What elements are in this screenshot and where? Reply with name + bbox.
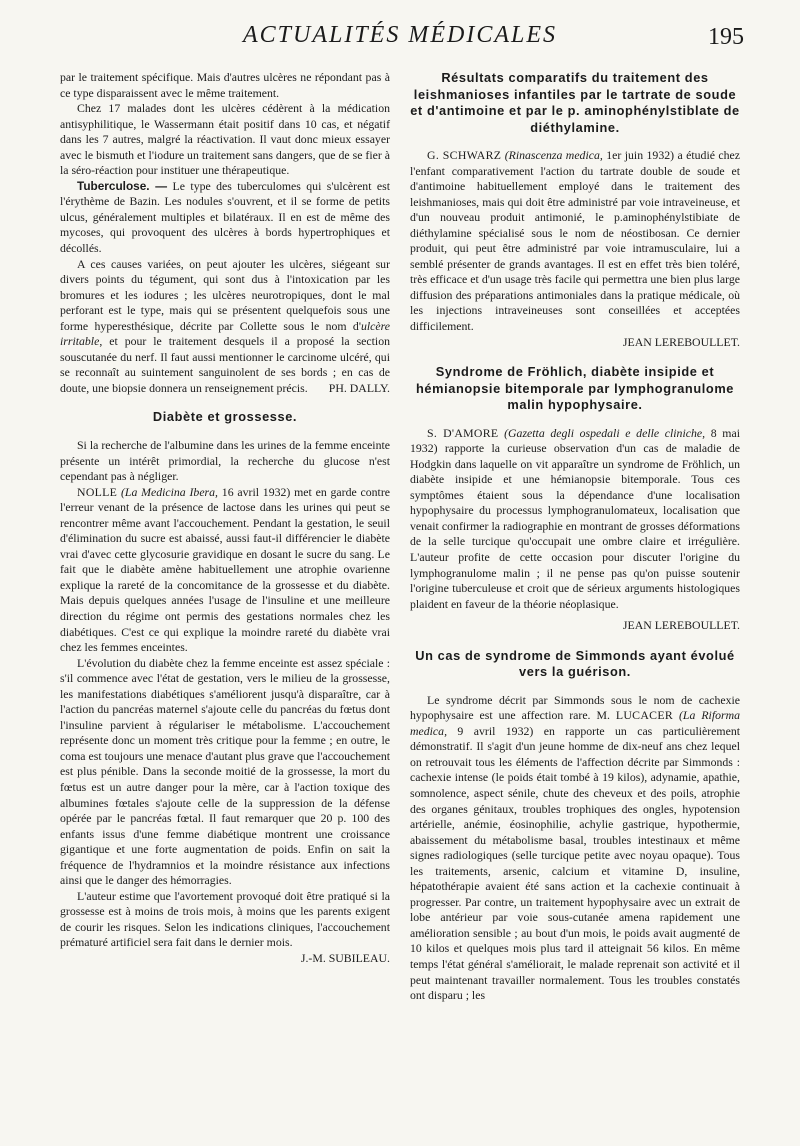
author-signature: JEAN LEREBOULLET. — [622, 618, 740, 633]
paragraph: Chez 17 malades dont les ulcères cédèrent à la médication antisyphilitique, le Wassermann était positif dans 10 cas, et négatif dans les 7 autres, malgré la réactivation. Il vaut donc mieux essayer avec le bismuth et l'iodure un traitement sans dangers, que de se fier à la séro-réaction pour instituer une thérapeutique. — [60, 101, 390, 178]
page-number: 195 — [708, 24, 744, 50]
section-title: Syndrome de Fröhlich, diabète insipide et hémianopsie bitemporale par lymphogranulome malin hypophysaire. — [415, 364, 735, 413]
section-title: Résultats comparatifs du traitement des leishmanioses infantiles par le tartrate de soude et d'antimoine et par le p. aminophénylstiblate de diéthylamine. — [410, 70, 740, 135]
source-citation: (Gazetta degli ospedali e delle cliniche, — [504, 425, 706, 440]
paragraph: L'évolution du diabète chez la femme enceinte est assez spéciale : s'il commence avec l'état de gestation, vers le milieu de la grossesse, les manifestations diabétiques s'améliorent jusqu'à disparaître, car à l'action du pancréas maternel s'ajoute celle du pancréas du fœtus dont l'insuline parvient à régulariser le métabolisme. L'accouchement représente donc un moment très critique pour la femme ; en outre, le coma est toujours une menace d'autant plus grave que l'accouchement est plus pénible. Dans la seconde moitié de la grossesse, la mort du fœtus est un autre danger pour la mère, car à l'action toxique des albumines fœtales s'ajoute celle de la suppression de la défense opérée par le pancréas fœtal. Il faut remarquer que 20 p. 100 des enfants issus d'une femme diabétique montrent une croissance gigantique et une forte augmentation de poids. Enfin on sait la fréquence de l'hydramnios et la moindre résistance aux infections ainsi que le danger des hémorragies. — [60, 655, 390, 888]
paragraph-schwarz — [410, 148, 740, 335]
author-signature: JEAN LEREBOULLET. — [622, 334, 740, 349]
paragraph-text: L'auteur estime que l'avortement provoqué doit être pratiqué si la grossesse est à moins de trois mois, à moins que les parents exigent de courir les risques. Selon les indications cliniques, l'accouchement prématuré artificiel sera fait dans le dernier mois. — [60, 888, 390, 950]
page-header — [48, 22, 752, 58]
paragraph-label: Tuberculose. — — [77, 178, 168, 193]
paragraph-text: 9 avril 1932) en rapporte un cas particulièrement démonstratif. Il s'agit d'un jeune homme de dix-neuf ans chez lequel on retrouvait tous les éléments de l'affection décrite par Simmonds : cachexie intense (le poids était tombé à 19 kilos), adynamie, apathie, somnolence, aspect sénile, chute des cheveux et des poils, atrophie des organes génitaux, troubles trophiques des ongles, hypotension artérielle, anémie, éosinophilie, achylie gastrique, hypothermie, abaissement du métabolisme basal, troubles intestinaux et même signes radiologiques (selle turcique petite avec noyau opaque). Tous les traitements, arsenic, calcium et vitamine D, insuline, hépatothérapie avaient été sans action et la cachexie continuait à progresser. Par contre, un traitement hypophysaire avec un extrait de lobe antérieur par voie sous-cutanée amena rapidement une amélioration sensible ; au bout d'un mois, le poids avait augmenté de 10 kilos et quelques mois plus tard il atteignait 56 kilos. En même temps l'état général s'améliorait, le malade reprenait son activité et il peut maintenant travailler normalement. Tous les troubles constatés ont disparu ; les — [410, 723, 740, 1003]
author-name: LUCACER — [615, 708, 674, 723]
paragraph-nolle — [60, 485, 390, 656]
paragraph-conclusion — [60, 888, 390, 966]
right-column — [410, 70, 740, 1004]
paragraph-simmonds — [410, 693, 740, 1004]
section-title: Un cas de syndrome de Simmonds ayant évolué vers la guérison. — [415, 647, 735, 680]
author-name: NOLLE — [77, 484, 118, 499]
left-column — [60, 70, 390, 967]
italic-term: ulcère irritable — [60, 318, 390, 349]
author-signature: PH. DALLY. — [328, 380, 390, 395]
author-name: S. D'AMORE — [427, 425, 499, 440]
author-name: G. SCHWARZ — [427, 148, 502, 162]
paragraph-text: , et pour le traitement desquels il a proposé la section souscutanée du nerf. Il faut aussi mentionner le carcinome ulcéré, qui se reconnaît au suintement sanguinolent de ses bords ; en cas de doute, une biopsie donnera un renseignement précis. — [60, 334, 390, 395]
paragraph-text: 16 avril 1932) met en garde contre l'erreur venant de la présence de lactose dans les urines qui peut se rencontrer même avant l'accouchement. Pendant la gestation, le seuil d'élimination du sucre est abaissé, aussi faut-il différencier le diabète vrai d'avec cette glycosurie gravidique en dosant le sucre du sang. Le fait que le diabète amène habituellement une atrophie ovarienne explique la rareté de la concomitance de la grossesse et du diabète. Mais depuis quelques années l'usage de l'insuline et une meilleure direction du régime ont permis des gestations normales chez les diabétiques. C'est ce qui explique la moindre rareté du diabète vrai chez les femmes enceintes. — [60, 484, 390, 655]
paragraph-damore — [410, 426, 740, 613]
paragraph-text: Le syndrome décrit par Simmonds sous le nom de cachexie hypophysaire est une affection rare. M. — [410, 692, 740, 723]
paragraph-text: A ces causes variées, on peut ajouter les ulcères, siégeant sur divers points du tégument, qui sont dus à l'intoxication par les bromures et les iodures ; les ulcères neurotropiques, dont le mal perforant est le type, mais qui se présentent quelquefois sous une forme hyperesthésique, décrite par Collette sous le nom d' — [60, 256, 390, 333]
paragraph-text: 1er juin 1932) a étudié chez l'enfant comparativement l'action du tartrate double de soude et d'antimoine habituellement employé dans le traitement des leishmanioses, mais qui doit être administré par voie intraveineuse, et d'un nouveau produit antimonié, le p.aminophénylstibiate de diéthylamine spécialisé sous le nom de néostibosan. Ce dernier produit, qui peut être administré par voie intramusculaire, lui a semblé présenter de grands avantages. Il est en effet très bien toléré, très efficace et d'un usage très facile qui permettra une bien plus large diffusion des préparations antimoniales dans la pratique médicale, où les injections intraveineuses sont conseillées et acceptées difficilement. — [410, 148, 741, 334]
section-title: Diabète et grossesse. — [152, 409, 298, 425]
running-title: ACTUALITÉS MÉDICALES — [242, 22, 557, 48]
paragraph-causes — [60, 257, 390, 397]
paragraph-tuberculose — [60, 179, 390, 257]
paragraph: par le traitement spécifique. Mais d'autres ulcères ne répondant pas à ce type disparaissent avec le même traitement. — [60, 70, 390, 100]
paragraph: Si la recherche de l'albumine dans les urines de la femme enceinte présente un intérêt primordial, la recherche du glucose n'est cependant pas à négliger. — [60, 437, 390, 484]
paragraph-text: 8 mai 1932) rapporte la curieuse observation d'un cas de maladie de Hodgkin dans laquelle on vit apparaître un syndrome de Fröhlich, un diabète insipide et une hémianopsie bitemporale. Tous ces symptômes étaient sous la dépendance d'une localisation hypophysaire du processus lymphogranulomateux, localisation que venait confirmer la radiographie en montrant de grosses déformations de la selle turcique qu'occupait une ombre claire et irrégulière. L'auteur profite de cette occasion pour discuter l'origine du lymphogranulome malin ; il ne pense pas qu'on puisse soutenir l'origine tuberculeuse et croit que de sérieux arguments histologiques plaident en faveur de la théorie néoplasique. — [410, 425, 740, 611]
source-citation: (Rinascenza medica, — [504, 148, 603, 162]
author-signature: J.-M. SUBILEAU. — [300, 951, 390, 966]
source-citation: (La Riforma medica, — [410, 708, 740, 738]
source-citation: (La Medicina Ibera, — [120, 484, 218, 499]
paragraph-text: Le type des tuberculomes qui s'ulcèrent est l'érythème de Bazin. Les nodules s'ouvrent, et il se forme de petits ulcus, généralement multiples et bilatéraux. Il en est de même des mycoses, qui provoquent des ulcères à bords hypertrophiques et décollés. — [60, 178, 391, 256]
